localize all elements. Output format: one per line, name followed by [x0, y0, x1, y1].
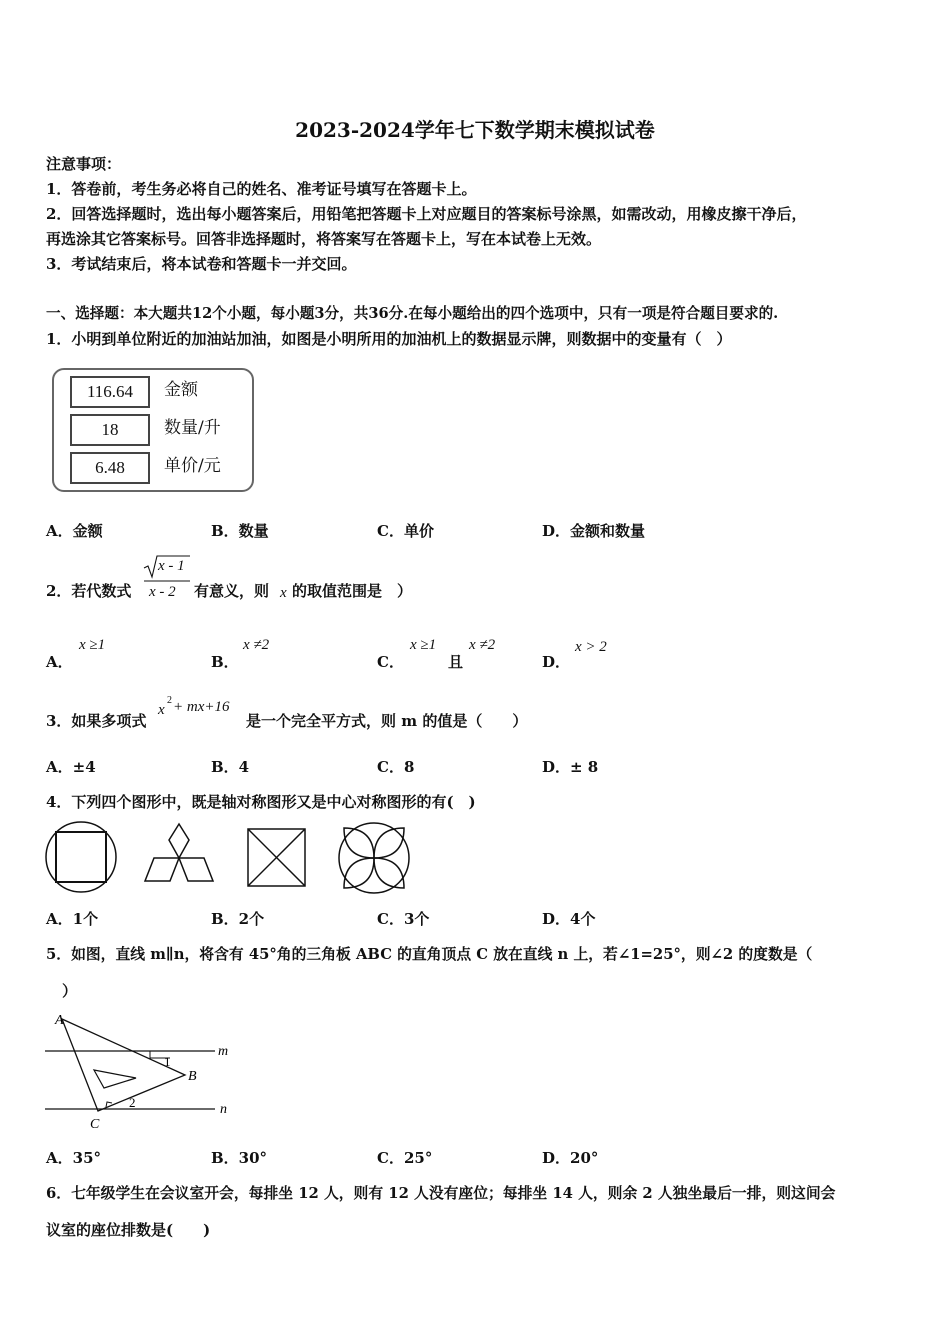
option-d-math: x > 2	[575, 639, 607, 655]
poly-rest: + mx+16	[173, 699, 230, 715]
fraction-denominator: x - 2	[149, 584, 176, 600]
option-a: A．金额	[46, 522, 103, 540]
figure-circle-square	[46, 822, 116, 892]
notice-item: 2．回答选择题时，选出每小题答案后，用铅笔把答题卡上对应题目的答案标号涂黑，如需改动，用橡皮擦干净后，	[46, 205, 807, 223]
fraction-expression	[142, 553, 192, 605]
option-c: C．25°	[377, 1149, 433, 1167]
label-n: n	[220, 1102, 227, 1117]
display-value-price: 6.48	[70, 452, 150, 484]
option-c-math2: x ≠2	[469, 637, 496, 653]
question-5-stem: 5．如图，直线 m∥n，将含有 45°角的三角板 ABC 的直角顶点 C 放在直线 n 上，若∠1=25°，则∠2 的度数是（	[46, 946, 813, 963]
label-c: C	[90, 1117, 100, 1132]
option-c-and: 且	[448, 653, 464, 671]
label-angle-1: 1	[164, 1054, 171, 1069]
question-6-stem: 6．七年级学生在会议室开会，每排坐 12 人，则有 12 人没有座位；每排坐 14 人，则余 2 人独坐最后一排，则这间会	[46, 1185, 836, 1202]
poly-exponent: 2	[167, 695, 172, 706]
option-a: A．1个	[46, 910, 99, 928]
notice-item: 1．答卷前，考生务必将自己的姓名、准考证号填写在答题卡上。	[46, 180, 477, 198]
figure-square-diagonals	[248, 829, 305, 886]
option-b: B．2个	[211, 910, 265, 928]
question-3-stem-b: 是一个完全平方式，则 m 的值是（ ）	[246, 712, 528, 730]
inner-triangle	[94, 1070, 136, 1088]
question-5-stem-cont: ）	[62, 982, 78, 1000]
question-6-stem-cont: 议室的座位排数是( )	[46, 1221, 211, 1239]
option-b: B．4	[211, 758, 250, 776]
display-label-quantity: 数量/升	[164, 418, 221, 438]
display-value-quantity: 18	[70, 414, 150, 446]
option-b-math: x ≠2	[243, 637, 270, 653]
fraction-numerator: x - 1	[158, 558, 185, 574]
option-a-math: x ≥1	[79, 637, 106, 653]
option-c-letter: C．	[377, 653, 404, 671]
option-a: A．35°	[46, 1149, 102, 1167]
question-2-stem-c: 的取值范围是 ）	[292, 582, 413, 600]
label-angle-2: 2	[129, 1095, 136, 1110]
fuel-display-panel	[52, 368, 254, 492]
section-heading: 一、选择题：本大题共12个小题，每小题3分，共36分.在每小题给出的四个选项中，只有一项是符合题目要求的.	[46, 305, 779, 322]
question-1-stem: 1．小明到单位附近的加油站加油，如图是小明所用的加油机上的数据显示牌，则数据中的变量有（ ）	[46, 330, 732, 348]
display-value-amount: 116.64	[70, 376, 150, 408]
label-b: B	[188, 1069, 197, 1084]
notice-item: 再选涂其它答案标号。回答非选择题时，将答案写在答题卡上，写在本试卷上无效。	[46, 230, 602, 248]
option-d: D．20°	[542, 1149, 599, 1167]
question-2-stem-b: 有意义，则	[194, 582, 270, 600]
figure-circle-petals	[339, 823, 409, 893]
option-d: D．金额和数量	[542, 522, 646, 540]
symmetry-figures	[40, 820, 420, 895]
option-c: C．3个	[377, 910, 430, 928]
variable-x: x	[280, 585, 287, 601]
label-m: m	[218, 1044, 229, 1059]
option-c-math: x ≥1	[410, 637, 437, 653]
notice-item: 3．考试结束后，将本试卷和答题卡一并交回。	[46, 255, 357, 273]
question-4-stem: 4．下列四个图形中，既是轴对称图形又是中心对称图形的有( )	[46, 793, 476, 811]
option-b-letter: B．	[211, 653, 239, 671]
option-d: D．± 8	[542, 758, 599, 776]
notice-heading: 注意事项：	[46, 155, 122, 173]
display-label-amount: 金额	[164, 380, 198, 400]
option-c: C．单价	[377, 522, 434, 540]
option-d: D．4个	[542, 910, 596, 928]
poly-x: x	[158, 702, 165, 718]
option-b: B．数量	[211, 522, 269, 540]
option-c: C．8	[377, 758, 415, 776]
question-2-stem: 2．若代数式	[46, 582, 132, 600]
option-a: A．±4	[46, 758, 96, 776]
option-b: B．30°	[211, 1149, 268, 1167]
option-a-letter: A．	[46, 653, 73, 671]
label-a: A	[55, 1013, 64, 1028]
triangle-parallel-lines-figure	[40, 1008, 240, 1133]
page-title: 2023-2024学年七下数学期末模拟试卷	[295, 118, 655, 142]
figure-three-rhombus	[145, 824, 213, 881]
question-3-stem: 3．如果多项式	[46, 712, 147, 730]
option-d-letter: D．	[542, 653, 571, 671]
display-label-price: 单价/元	[164, 456, 221, 476]
